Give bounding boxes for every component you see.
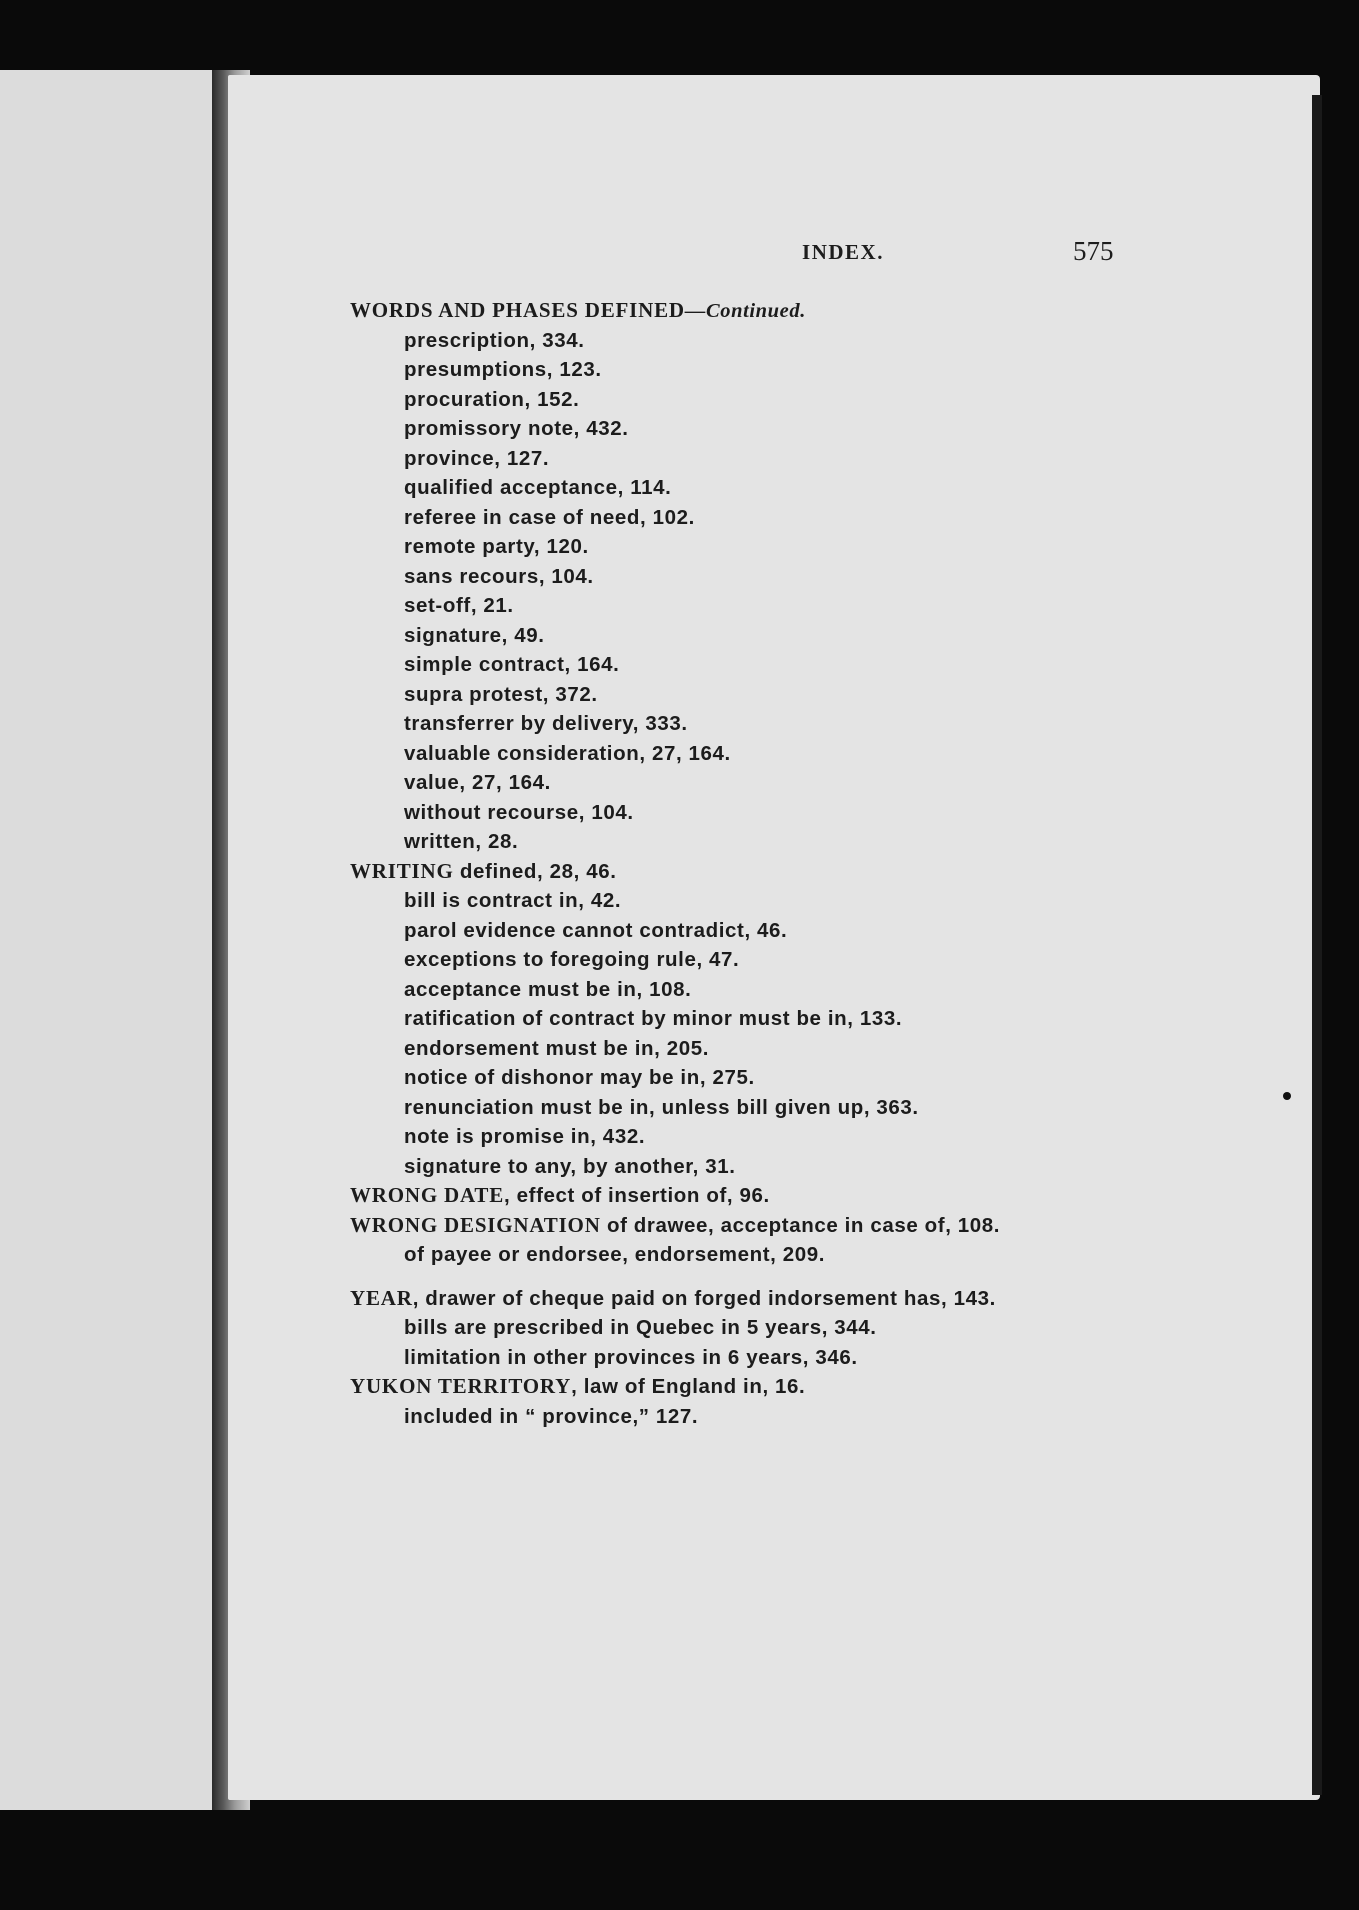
subentry: signature, 49. <box>404 623 545 647</box>
subentry: ratification of contract by minor must be in, 133. <box>404 1007 903 1030</box>
words-subentry-list <box>350 326 1120 857</box>
entry-term: YUKON TERRITORY <box>350 1374 572 1398</box>
entry-text: defined, 28, 46. <box>453 859 617 883</box>
subentry: bills are prescribed in Quebec in 5 years, 344. <box>404 1316 877 1339</box>
entry-term: WRONG DATE <box>350 1183 505 1207</box>
subentry: renunciation must be in, unless bill given up, 363. <box>404 1095 919 1119</box>
subentry: remote party, 120. <box>404 535 589 558</box>
speck-mark <box>1283 1092 1291 1100</box>
writing-subentry-list <box>350 886 1120 1181</box>
subentry: valuable consideration, 27, 164. <box>404 741 731 765</box>
subentry: referee in case of need, 102. <box>404 505 695 529</box>
subentry: included in “ province,” 127. <box>404 1404 699 1428</box>
running-head: INDEX. <box>802 240 884 264</box>
subentry: qualified acceptance, 114. <box>404 476 672 499</box>
index-entry-wrong-date <box>350 1181 1120 1211</box>
subentry: province, 127. <box>404 446 550 470</box>
subentry: transferrer by delivery, 333. <box>404 712 688 735</box>
subentry: procuration, 152. <box>404 387 580 411</box>
entry-text: , effect of insertion of, 96. <box>504 1184 770 1207</box>
subentry: limitation in other provinces in 6 years, 346. <box>404 1345 858 1369</box>
subentry: signature to any, by another, 31. <box>404 1154 736 1178</box>
subentry: promissory note, 432. <box>404 417 629 440</box>
page-number: 575 <box>1073 236 1114 266</box>
subentry: endorsement must be in, 205. <box>404 1036 710 1060</box>
facing-page <box>0 70 215 1810</box>
subentry: without recourse, 104. <box>404 800 634 824</box>
subentry: note is promise in, 432. <box>404 1125 646 1148</box>
subentry: bill is contract in, 42. <box>404 889 622 912</box>
subentry: prescription, 334. <box>404 328 585 352</box>
subentry: set-off, 21. <box>404 594 514 617</box>
entry-text: , law of England in, 16. <box>571 1375 806 1398</box>
entry-term: WRONG DESIGNATION <box>350 1212 601 1237</box>
subentry: simple contract, 164. <box>404 653 620 676</box>
entry-text: of drawee, acceptance in case of, 108. <box>600 1213 1001 1237</box>
index-entry-writing <box>350 857 1120 887</box>
entry-term: WRITING <box>350 858 454 883</box>
subentry: presumptions, 123. <box>404 358 602 381</box>
entry-term: YEAR <box>350 1285 413 1310</box>
heading-term: WORDS AND PHASES DEFINED <box>350 298 685 322</box>
subentry: notice of dishonor may be in, 275. <box>404 1066 755 1089</box>
continued-note: —Continued. <box>684 300 806 322</box>
subentry: sans recours, 104. <box>404 564 594 588</box>
index-entry-yukon <box>350 1372 1120 1402</box>
subentry: parol evidence cannot contradict, 46. <box>404 918 788 942</box>
index-entry-year <box>350 1284 1120 1314</box>
index-entry-wrong-designation <box>350 1211 1120 1241</box>
subentry: supra protest, 372. <box>404 682 598 706</box>
subentry: acceptance must be in, 108. <box>404 977 692 1001</box>
subentry: exceptions to foregoing rule, 47. <box>404 948 740 971</box>
entry-text: , drawer of cheque paid on forged indorsement has, 143. <box>412 1286 996 1310</box>
page-header <box>228 236 1320 280</box>
subentry: of payee or endorsee, endorsement, 209. <box>404 1243 826 1266</box>
index-heading-continued <box>350 296 1120 326</box>
index-entries <box>350 296 1120 1431</box>
subentry: written, 28. <box>404 830 519 853</box>
page-edge-shadow <box>1312 95 1322 1795</box>
subentry: value, 27, 164. <box>404 771 551 794</box>
section-gap <box>350 1270 1120 1284</box>
